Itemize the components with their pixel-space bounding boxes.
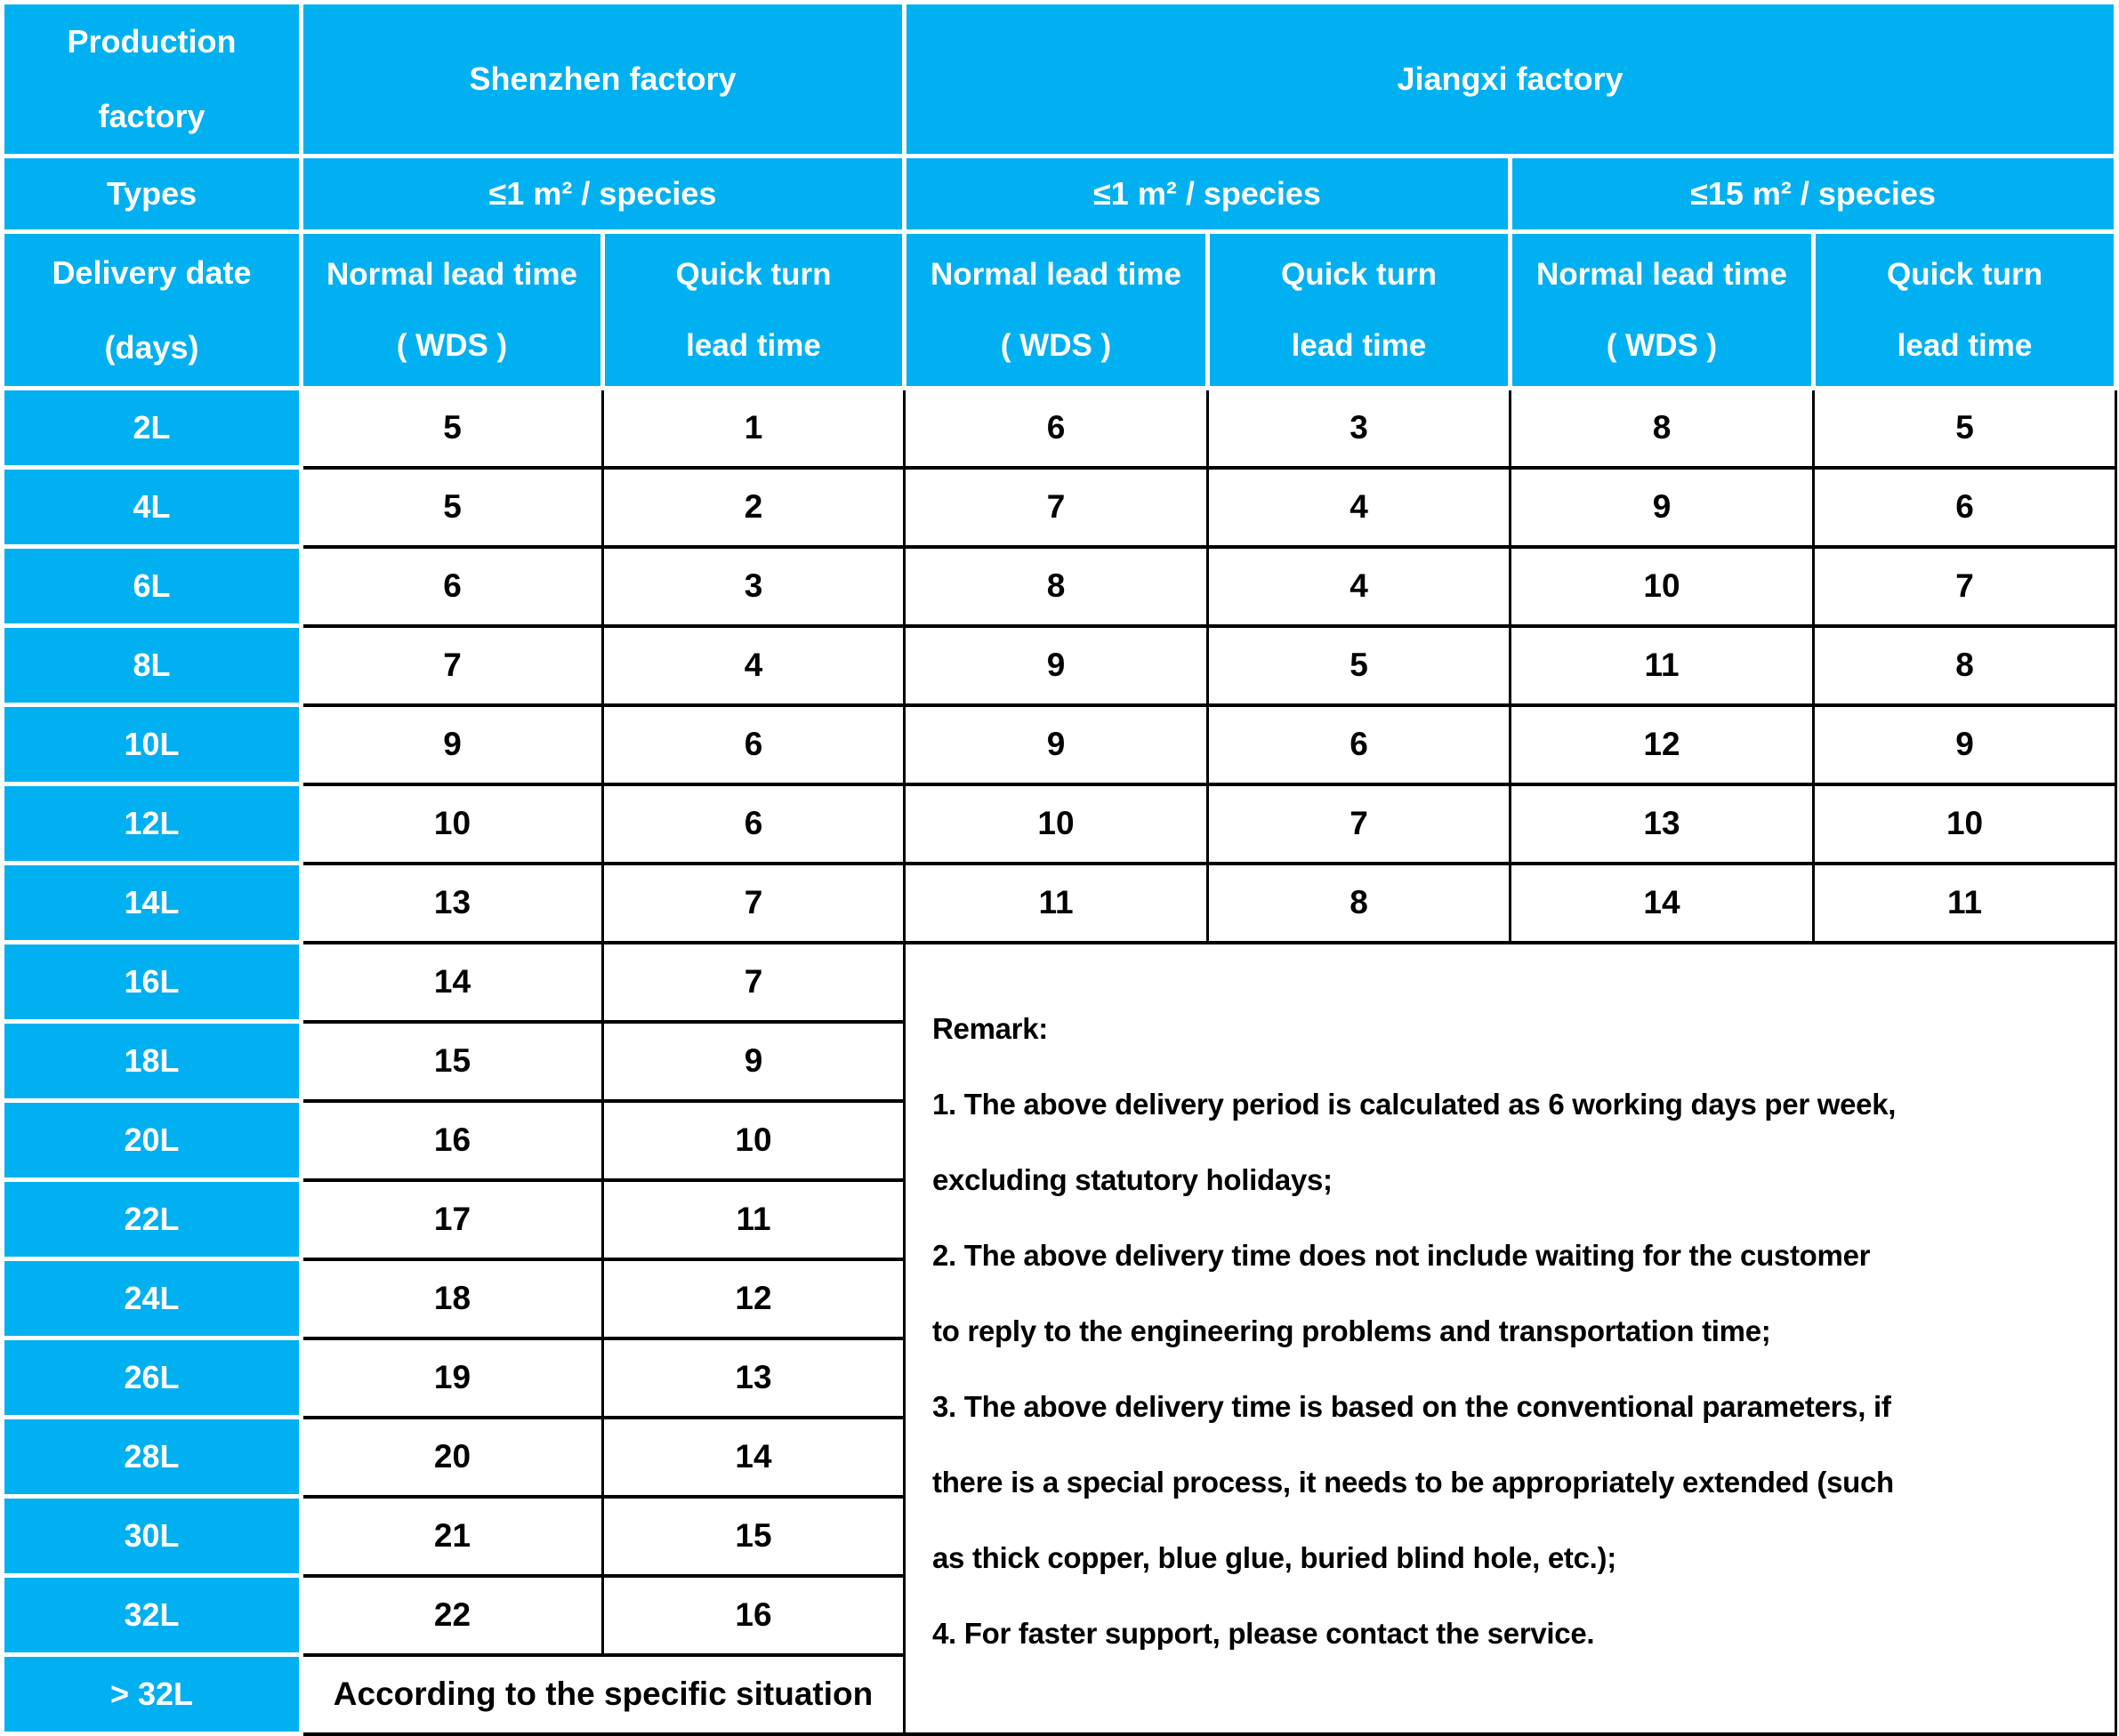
cell-value: 15 [603, 1497, 905, 1576]
cell-value: 4 [1208, 547, 1511, 626]
cell-value: 9 [905, 626, 1208, 705]
cell-value: 14 [603, 1418, 905, 1497]
cell-value: 13 [1511, 784, 1814, 864]
cell-value: 6 [1814, 468, 2116, 547]
cell-value: 3 [603, 547, 905, 626]
row-label: 30L [3, 1497, 302, 1576]
cell-value: 10 [1814, 784, 2116, 864]
cell-value: 8 [1208, 864, 1511, 943]
row-label: 2L [3, 389, 302, 468]
row-label: 14L [3, 864, 302, 943]
header-line: Quick turn [675, 256, 832, 292]
cell-value: 12 [603, 1259, 905, 1338]
remark-line: to reply to the engineering problems and transportation time; [932, 1314, 1771, 1347]
delivery-date-header [3, 232, 302, 389]
row-label: 18L [3, 1022, 302, 1101]
remark-line: 1. The above delivery period is calculated as 6 working days per week, [932, 1087, 1897, 1121]
cell-value: 11 [1511, 626, 1814, 705]
cell-value: 16 [603, 1576, 905, 1655]
cell-value: 7 [302, 626, 603, 705]
header-line: ( WDS ) [1606, 327, 1718, 363]
cell-value: 16 [302, 1101, 603, 1180]
cell-value: 6 [603, 784, 905, 864]
cell-value: 7 [603, 864, 905, 943]
delivery-date-line1: Delivery date [52, 253, 252, 291]
table-row-10l [3, 705, 2116, 784]
type-jiangxi-large: ≤15 m² / species [1511, 157, 2116, 232]
cell-value: 13 [603, 1338, 905, 1418]
header-line: lead time [1291, 327, 1427, 363]
remark-line: excluding statutory holidays; [932, 1162, 1333, 1196]
row-label: 12L [3, 784, 302, 864]
table-row-8l [3, 626, 2116, 705]
row-label: 22L [3, 1180, 302, 1259]
production-factory-line1: Production [67, 23, 237, 60]
cell-value: 19 [302, 1338, 603, 1418]
cell-value: 2 [603, 468, 905, 547]
shenzhen-factory-header: Shenzhen factory [302, 3, 905, 157]
header-normal-lead-time-jiangxi-large [1511, 232, 1814, 389]
cell-value: 1 [603, 389, 905, 468]
row-label: 16L [3, 943, 302, 1022]
cell-value: 6 [603, 705, 905, 784]
cell-value: 8 [905, 547, 1208, 626]
header-line: lead time [1897, 327, 2033, 363]
table-row-4l [3, 468, 2116, 547]
header-normal-lead-time-jiangxi-small [905, 232, 1208, 389]
header-line: ( WDS ) [396, 327, 508, 363]
overflow-note: According to the specific situation [302, 1655, 905, 1734]
cell-value: 20 [302, 1418, 603, 1497]
header-line: Normal lead time [1535, 256, 1788, 292]
table-row-6l [3, 547, 2116, 626]
cell-value: 7 [1208, 784, 1511, 864]
row-label: > 32L [3, 1655, 302, 1734]
cell-value: 6 [1208, 705, 1511, 784]
cell-value: 10 [905, 784, 1208, 864]
cell-value: 12 [1511, 705, 1814, 784]
lead-time-header-row [3, 232, 2116, 389]
cell-value: 5 [302, 468, 603, 547]
delivery-date-line2: (days) [104, 328, 199, 366]
cell-value: 5 [302, 389, 603, 468]
types-row [3, 157, 2116, 232]
cell-value: 18 [302, 1259, 603, 1338]
remark-line: 3. The above delivery time is based on the conventional parameters, if [932, 1389, 1891, 1423]
factory-header-row [3, 3, 2116, 157]
cell-value: 21 [302, 1497, 603, 1576]
production-factory-line2: factory [98, 98, 205, 134]
cell-value: 8 [1814, 626, 2116, 705]
header-quick-turn-jiangxi-small [1208, 232, 1511, 389]
cell-value: 3 [1208, 389, 1511, 468]
cell-value: 13 [302, 864, 603, 943]
cell-value: 6 [302, 547, 603, 626]
cell-value: 8 [1511, 389, 1814, 468]
cell-value: 5 [1814, 389, 2116, 468]
row-label: 28L [3, 1418, 302, 1497]
table-row-2l [3, 389, 2116, 468]
row-label: 4L [3, 468, 302, 547]
cell-value: 9 [1814, 705, 2116, 784]
row-label: 6L [3, 547, 302, 626]
cell-value: 7 [1814, 547, 2116, 626]
row-label: 20L [3, 1101, 302, 1180]
cell-value: 9 [905, 705, 1208, 784]
remark-line: 4. For faster support, please contact the service. [932, 1616, 1595, 1650]
header-normal-lead-time-shenzhen [302, 232, 603, 389]
cell-value: 10 [302, 784, 603, 864]
cell-value: 9 [302, 705, 603, 784]
cell-value: 6 [905, 389, 1208, 468]
cell-value: 17 [302, 1180, 603, 1259]
row-label: 26L [3, 1338, 302, 1418]
row-label: 10L [3, 705, 302, 784]
header-line: Quick turn [1280, 256, 1438, 292]
remark-title: Remark: [932, 1011, 1048, 1045]
remark-line: as thick copper, blue glue, buried blind hole, etc.); [932, 1540, 1616, 1574]
header-line: ( WDS ) [1000, 327, 1112, 363]
cell-value: 22 [302, 1576, 603, 1655]
remark-section [905, 943, 2116, 1734]
cell-value: 10 [603, 1101, 905, 1180]
table-row-14l [3, 864, 2116, 943]
header-line: Normal lead time [930, 256, 1182, 292]
cell-value: 11 [905, 864, 1208, 943]
cell-value: 9 [603, 1022, 905, 1101]
row-label: 8L [3, 626, 302, 705]
header-quick-turn-shenzhen [603, 232, 905, 389]
row-label: 24L [3, 1259, 302, 1338]
cell-value: 14 [1511, 864, 1814, 943]
header-line: Normal lead time [326, 256, 578, 292]
type-jiangxi-small: ≤1 m² / species [905, 157, 1511, 232]
header-line: lead time [686, 327, 821, 363]
remark-line: there is a special process, it needs to be appropriately extended (such [932, 1465, 1894, 1499]
type-shenzhen: ≤1 m² / species [302, 157, 905, 232]
cell-value: 11 [603, 1180, 905, 1259]
cell-value: 15 [302, 1022, 603, 1101]
row-label: 32L [3, 1576, 302, 1655]
cell-value: 7 [603, 943, 905, 1022]
cell-value: 4 [1208, 468, 1511, 547]
cell-value: 7 [905, 468, 1208, 547]
types-header: Types [3, 157, 302, 232]
table-row-12l [3, 784, 2116, 864]
cell-value: 11 [1814, 864, 2116, 943]
header-quick-turn-jiangxi-large [1814, 232, 2116, 389]
cell-value: 4 [603, 626, 905, 705]
remark-line: 2. The above delivery time does not include waiting for the customer [932, 1238, 1871, 1272]
table-row-16l [3, 943, 2116, 1022]
cell-value: 10 [1511, 547, 1814, 626]
production-factory-header [3, 3, 302, 157]
cell-value: 9 [1511, 468, 1814, 547]
jiangxi-factory-header: Jiangxi factory [905, 3, 2116, 157]
cell-value: 5 [1208, 626, 1511, 705]
cell-value: 14 [302, 943, 603, 1022]
header-line: Quick turn [1887, 256, 2043, 292]
